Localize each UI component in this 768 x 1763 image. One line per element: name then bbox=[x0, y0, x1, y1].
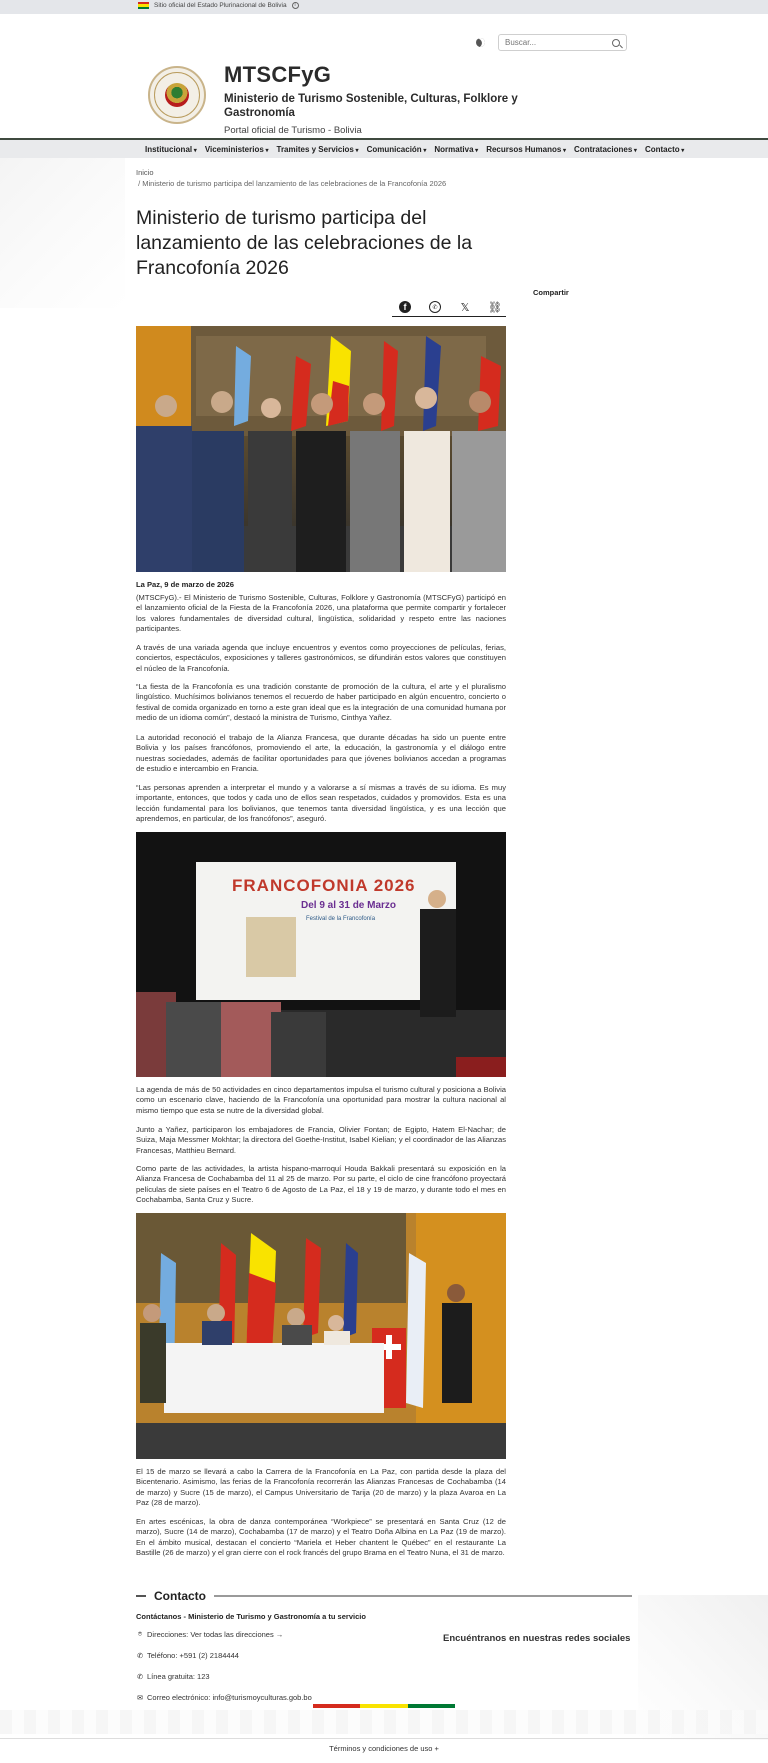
article-title: Ministerio de turismo participa del lanzamiento de las celebraciones de la Francofonía 2026 bbox=[136, 207, 473, 279]
article-dateline: La Paz, 9 de marzo de 2026 bbox=[136, 580, 234, 589]
nav-item-contacto[interactable]: Contacto ▾ bbox=[645, 145, 684, 154]
nav-item-contrataciones[interactable]: Contrataciones ▾ bbox=[574, 145, 637, 154]
location-pin-icon: ⌾ bbox=[137, 1630, 143, 1638]
article-paragraph: Junto a Yañez, participaron los embajadores de Francia, Olivier Fontan; de Egipto, Hatem El-Nachar; de Suiza, Maja Messmer Mokhtar; la directora del Goethe-Institut, Isabel Kielian; y el coordinador de las Alianzas Francesas, Matthieu Bernard. bbox=[136, 1125, 506, 1155]
article-paragraph: La autoridad reconoció el trabajo de la Alianza Francesa, que durante décadas ha sido un puente entre Bolivia y los países francófonos, promoviendo el arte, la educación, la gastronomía y el diálogo entre nuestras sociedades, además de facilitar oportunidades para que jóvenes bolivianos accedan a programas de estudio e intercambio en Francia. bbox=[136, 733, 506, 774]
nav-item-viceministerios[interactable]: Viceministerios ▾ bbox=[205, 145, 269, 154]
article-header bbox=[136, 168, 569, 314]
gov-bar-text: Sitio oficial del Estado Plurinacional de Bolivia bbox=[154, 2, 287, 9]
article-paragraph: A través de una variada agenda que incluye encuentros y eventos como proyecciones de películas, ferias, conciertos, espectáculos, exposiciones y talleres gastronómicos, se difundirán estos valores que constituyen el núcleo de la Francofonía. bbox=[136, 643, 506, 673]
article-paragraph: El 15 de marzo se llevará a cabo la Carrera de la Francofonía en La Paz, con partida desde la plaza del Bicentenario. Asimismo, las ferias de la Francofonía recorrerán las Alianzas Francesas de Cochabamba (14 de marzo) y Sucre (15 de marzo), el Campus Universitario de Tarija (20 de marzo) y la plaza Avaroa en La Paz (28 de marzo). bbox=[136, 1467, 506, 1508]
search-box[interactable] bbox=[498, 34, 627, 51]
contact-free-line[interactable]: ✆ Línea gratuita: 123 bbox=[137, 1672, 210, 1681]
article-paragraph: “La fiesta de la Francofonía es una tradición constante de promoción de la cultura, el arte y el pluralismo lingüístico. Muchísimos bolivianos tenemos el recuerdo de haber participado en algún encuentro, concierto o festival de comida organizado en torno a este gran ideal que es la integración de una comunidad humana por medio de un idioma común”, destacó la ministra de Turismo, Cinthya Yañez. bbox=[136, 682, 506, 723]
terms-link[interactable]: Términos y condiciones de uso + bbox=[329, 1744, 439, 1753]
article-paragraph: En artes escénicas, la obra de danza contemporánea “Workpiece” se presentará en Santa Cruz (12 de marzo), Sucre (14 de marzo), Cochabamba (17 de marzo) y el Teatro Doña Albina en La Paz (19 de marzo). En el ámbito musical, destacan el concierto “Mariela et Heber chantent le Québec” en el restaurante La Bastille (26 de marzo) y el gran cierre con el rock francés del grupo Brama en el Teatro Nuna, el 31 de marzo. bbox=[136, 1517, 506, 1558]
article-photo-speaker bbox=[136, 832, 506, 1077]
breadcrumb-home[interactable]: Inicio bbox=[136, 168, 154, 177]
contact-lead: Contáctanos - Ministerio de Turismo y Gastronomía a tu servicio bbox=[136, 1612, 366, 1621]
site-subtitle: Ministerio de Turismo Sostenible, Culturas, Folklore y Gastronomía bbox=[224, 93, 518, 119]
banner-title: FRANCOFONIA 2026 bbox=[232, 876, 416, 895]
facebook-icon[interactable]: f bbox=[399, 301, 411, 313]
site-title[interactable]: MTSCFyG bbox=[224, 62, 332, 87]
social-heading: Encuéntranos en nuestras redes sociales bbox=[443, 1633, 631, 1644]
nav-item-recursos-humanos[interactable]: Recursos Humanos ▾ bbox=[486, 145, 566, 154]
search-icon[interactable] bbox=[612, 39, 620, 47]
state-seal-logo[interactable] bbox=[148, 66, 206, 124]
article-paragraph: (MTSCFyG).- El Ministerio de Turismo Sostenible, Culturas, Folklore y Gastronomía (MTSCFyG) participó en el lanzamiento oficial de la Fiesta de la Francofonía 2026, una plataforma que permite compartir y fortalecer los valores fundamentales de diversidad cultural, lingüística, solidaridad y respeto entre las naciones participantes. bbox=[136, 593, 506, 634]
whatsapp-icon[interactable]: ✆ bbox=[429, 301, 441, 313]
bolivia-flag-icon bbox=[138, 2, 149, 9]
nav-item-normativa[interactable]: Normativa ▾ bbox=[434, 145, 478, 154]
gov-bar bbox=[0, 0, 768, 14]
x-twitter-icon[interactable]: 𝕏 bbox=[460, 301, 470, 314]
contact-email[interactable]: ✉ Correo electrónico: info@turismoyculturas.gob.bo bbox=[137, 1693, 312, 1702]
contact-block bbox=[136, 1612, 366, 1702]
contact-address[interactable]: ⌾ Direcciones: Ver todas las direcciones → bbox=[137, 1630, 284, 1639]
site-portal-label: Portal oficial de Turismo - Bolivia bbox=[224, 125, 362, 136]
footer-divider bbox=[0, 1738, 768, 1739]
footer-pattern bbox=[0, 1710, 768, 1734]
nav-item-comunicacion[interactable]: Comunicación ▾ bbox=[367, 145, 427, 154]
main-nav bbox=[0, 138, 768, 158]
decorative-pattern bbox=[0, 158, 125, 308]
contact-section-title: Contacto bbox=[136, 1589, 632, 1603]
search-input[interactable] bbox=[505, 38, 612, 47]
phone-icon: ✆ bbox=[137, 1673, 143, 1681]
dark-mode-toggle-icon[interactable] bbox=[474, 36, 486, 48]
copy-link-icon[interactable]: ⛓ bbox=[488, 301, 502, 314]
share-bar: Compartir f ✆ 𝕏 ⛓ bbox=[392, 288, 506, 317]
site-header bbox=[0, 14, 768, 138]
flag-stripe bbox=[313, 1704, 455, 1708]
nav-item-tramites[interactable]: Tramites y Servicios ▾ bbox=[277, 145, 359, 154]
article-paragraph: La agenda de más de 50 actividades en cinco departamentos impulsa el turismo cultural y posiciona a Bolivia como un escenario clave, haciendo de la Francofonía una oportunidad para mostrar la cultura nacional al mismo tiempo que esta se nutre de la diversidad global. bbox=[136, 1085, 506, 1115]
article-paragraph: “Las personas aprenden a interpretar el mundo y a valorarse a sí mismas a través de su idioma. Es muy importante, entonces, que todos y cada uno de ellos sean respetados, cuidados y promovidos. Esta es una lección fundamental para los bolivianos, que tenemos tanta diversidad lingüística, y es una lección que aprendemos, en particular, de los francófonos”, aseguró. bbox=[136, 783, 506, 824]
breadcrumb-current: / Ministerio de turismo participa del lanzamiento de las celebraciones de la Francofonía 2026 bbox=[136, 179, 447, 188]
contact-phone[interactable]: ✆ Teléfono: +591 (2) 2184444 bbox=[137, 1651, 239, 1660]
article-paragraph: Como parte de las actividades, la artista hispano-marroquí Houda Bakkali presentará su exposición en la Alianza Francesa de Cochabamba del 11 al 25 de marzo. Por su parte, el ciclo de cine francófono proyectará películas de siete países en el Teatro 6 de Agosto de La Paz, el 18 y 19 de marzo, y durante todo el mes en Cochabamba, Santa Cruz y Sucre. bbox=[136, 1164, 506, 1205]
banner-dates: Del 9 al 31 de Marzo bbox=[301, 900, 397, 911]
phone-icon: ✆ bbox=[137, 1652, 143, 1660]
article-photo-group bbox=[136, 326, 506, 572]
mail-icon: ✉ bbox=[137, 1694, 143, 1702]
banner-subtitle: Festival de la Francofonía bbox=[306, 916, 376, 922]
article-photo-panel bbox=[136, 1213, 506, 1459]
info-icon[interactable]: i bbox=[292, 2, 299, 9]
nav-item-institucional[interactable]: Institucional ▾ bbox=[145, 145, 197, 154]
